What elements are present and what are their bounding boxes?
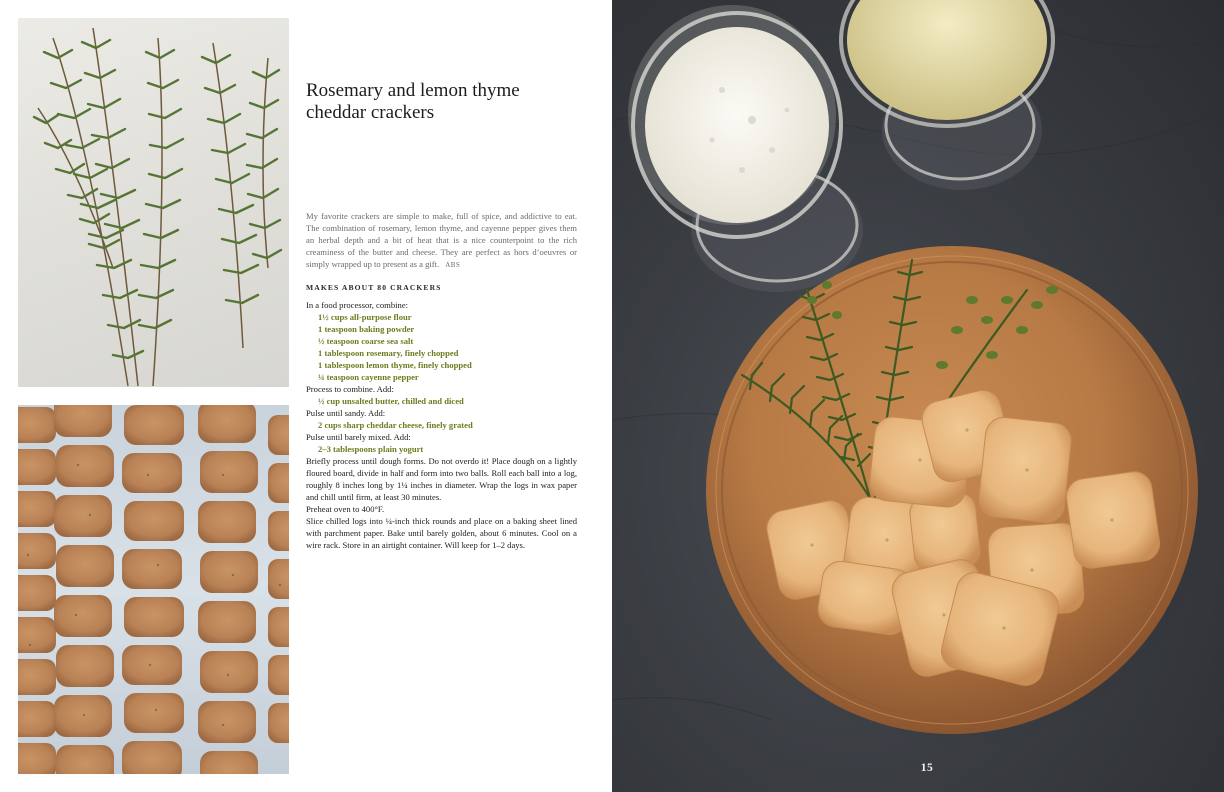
ingredient-line: 2–3 tablespoons plain yogurt <box>318 444 424 454</box>
ingredient-line: ½ teaspoon coarse sea salt <box>318 336 414 346</box>
recipe-intro <box>306 210 577 271</box>
recipe-yield: MAKES ABOUT 80 CRACKERS <box>306 283 442 292</box>
recipe-title: Rosemary and lemon thyme cheddar crackers <box>306 80 520 123</box>
rosemary-photo <box>18 18 289 387</box>
ingredient-line: ¼ teaspoon cayenne pepper <box>318 372 419 382</box>
ingredient-line: 1½ cups all-purpose flour <box>318 312 412 322</box>
method-paragraph: Slice chilled logs into ¼-inch thick rounds and place on a baking sheet lined with parchment paper. Bake until barely golden, about 6 minutes. Cool on a wire rack. Store in an airtight container. Will keep for 1–2 days. <box>306 516 577 550</box>
ingredient-line: 1 tablespoon lemon thyme, finely chopped <box>318 360 472 370</box>
author-initials: ABS <box>445 261 461 270</box>
method-step: Pulse until sandy. Add: <box>306 408 386 418</box>
ingredient-line: ½ cup unsalted butter, chilled and diced <box>318 396 464 406</box>
cracker-rows-illustration <box>18 405 289 774</box>
crackers-on-parchment-photo <box>18 405 289 774</box>
recipe-method <box>306 299 577 551</box>
intro-text: My favorite crackers are simple to make, full of spice, and addictive to eat. The combination of rosemary, lemon thyme, and cayenne pepper gives them an herbal depth and a bit of heat that is a nice counterpoint to the rich creaminess of the butter and cheese. They are perfect as hors d’oeuvres or simply wrapped up to present as a gift. <box>306 211 577 270</box>
crackers-board-and-drinks-illustration <box>612 0 1224 792</box>
method-paragraph: Briefly process until dough forms. Do not overdo it! Place dough on a lightly floured board, divide in half and form into two balls. Roll each ball into a log, roughly 8 inches long by 1¼ inches in diameter. Wrap the logs in wax paper and chill until firm, at least 30 minutes. <box>306 456 577 502</box>
method-paragraph: Preheat oven to 400°F. <box>306 504 385 514</box>
method-step: Pulse until barely mixed. Add: <box>306 432 411 442</box>
ingredient-line: 1 teaspoon baking powder <box>318 324 415 334</box>
ingredient-line: 1 tablespoon rosemary, finely chopped <box>318 348 459 358</box>
method-step: Process to combine. Add: <box>306 384 394 394</box>
ingredient-line: 2 cups sharp cheddar cheese, finely grated <box>318 420 473 430</box>
right-page-photo <box>612 0 1224 792</box>
rosemary-sprigs-illustration <box>18 18 289 387</box>
method-step: In a food processor, combine: <box>306 300 409 310</box>
page-number: 15 <box>920 762 934 774</box>
